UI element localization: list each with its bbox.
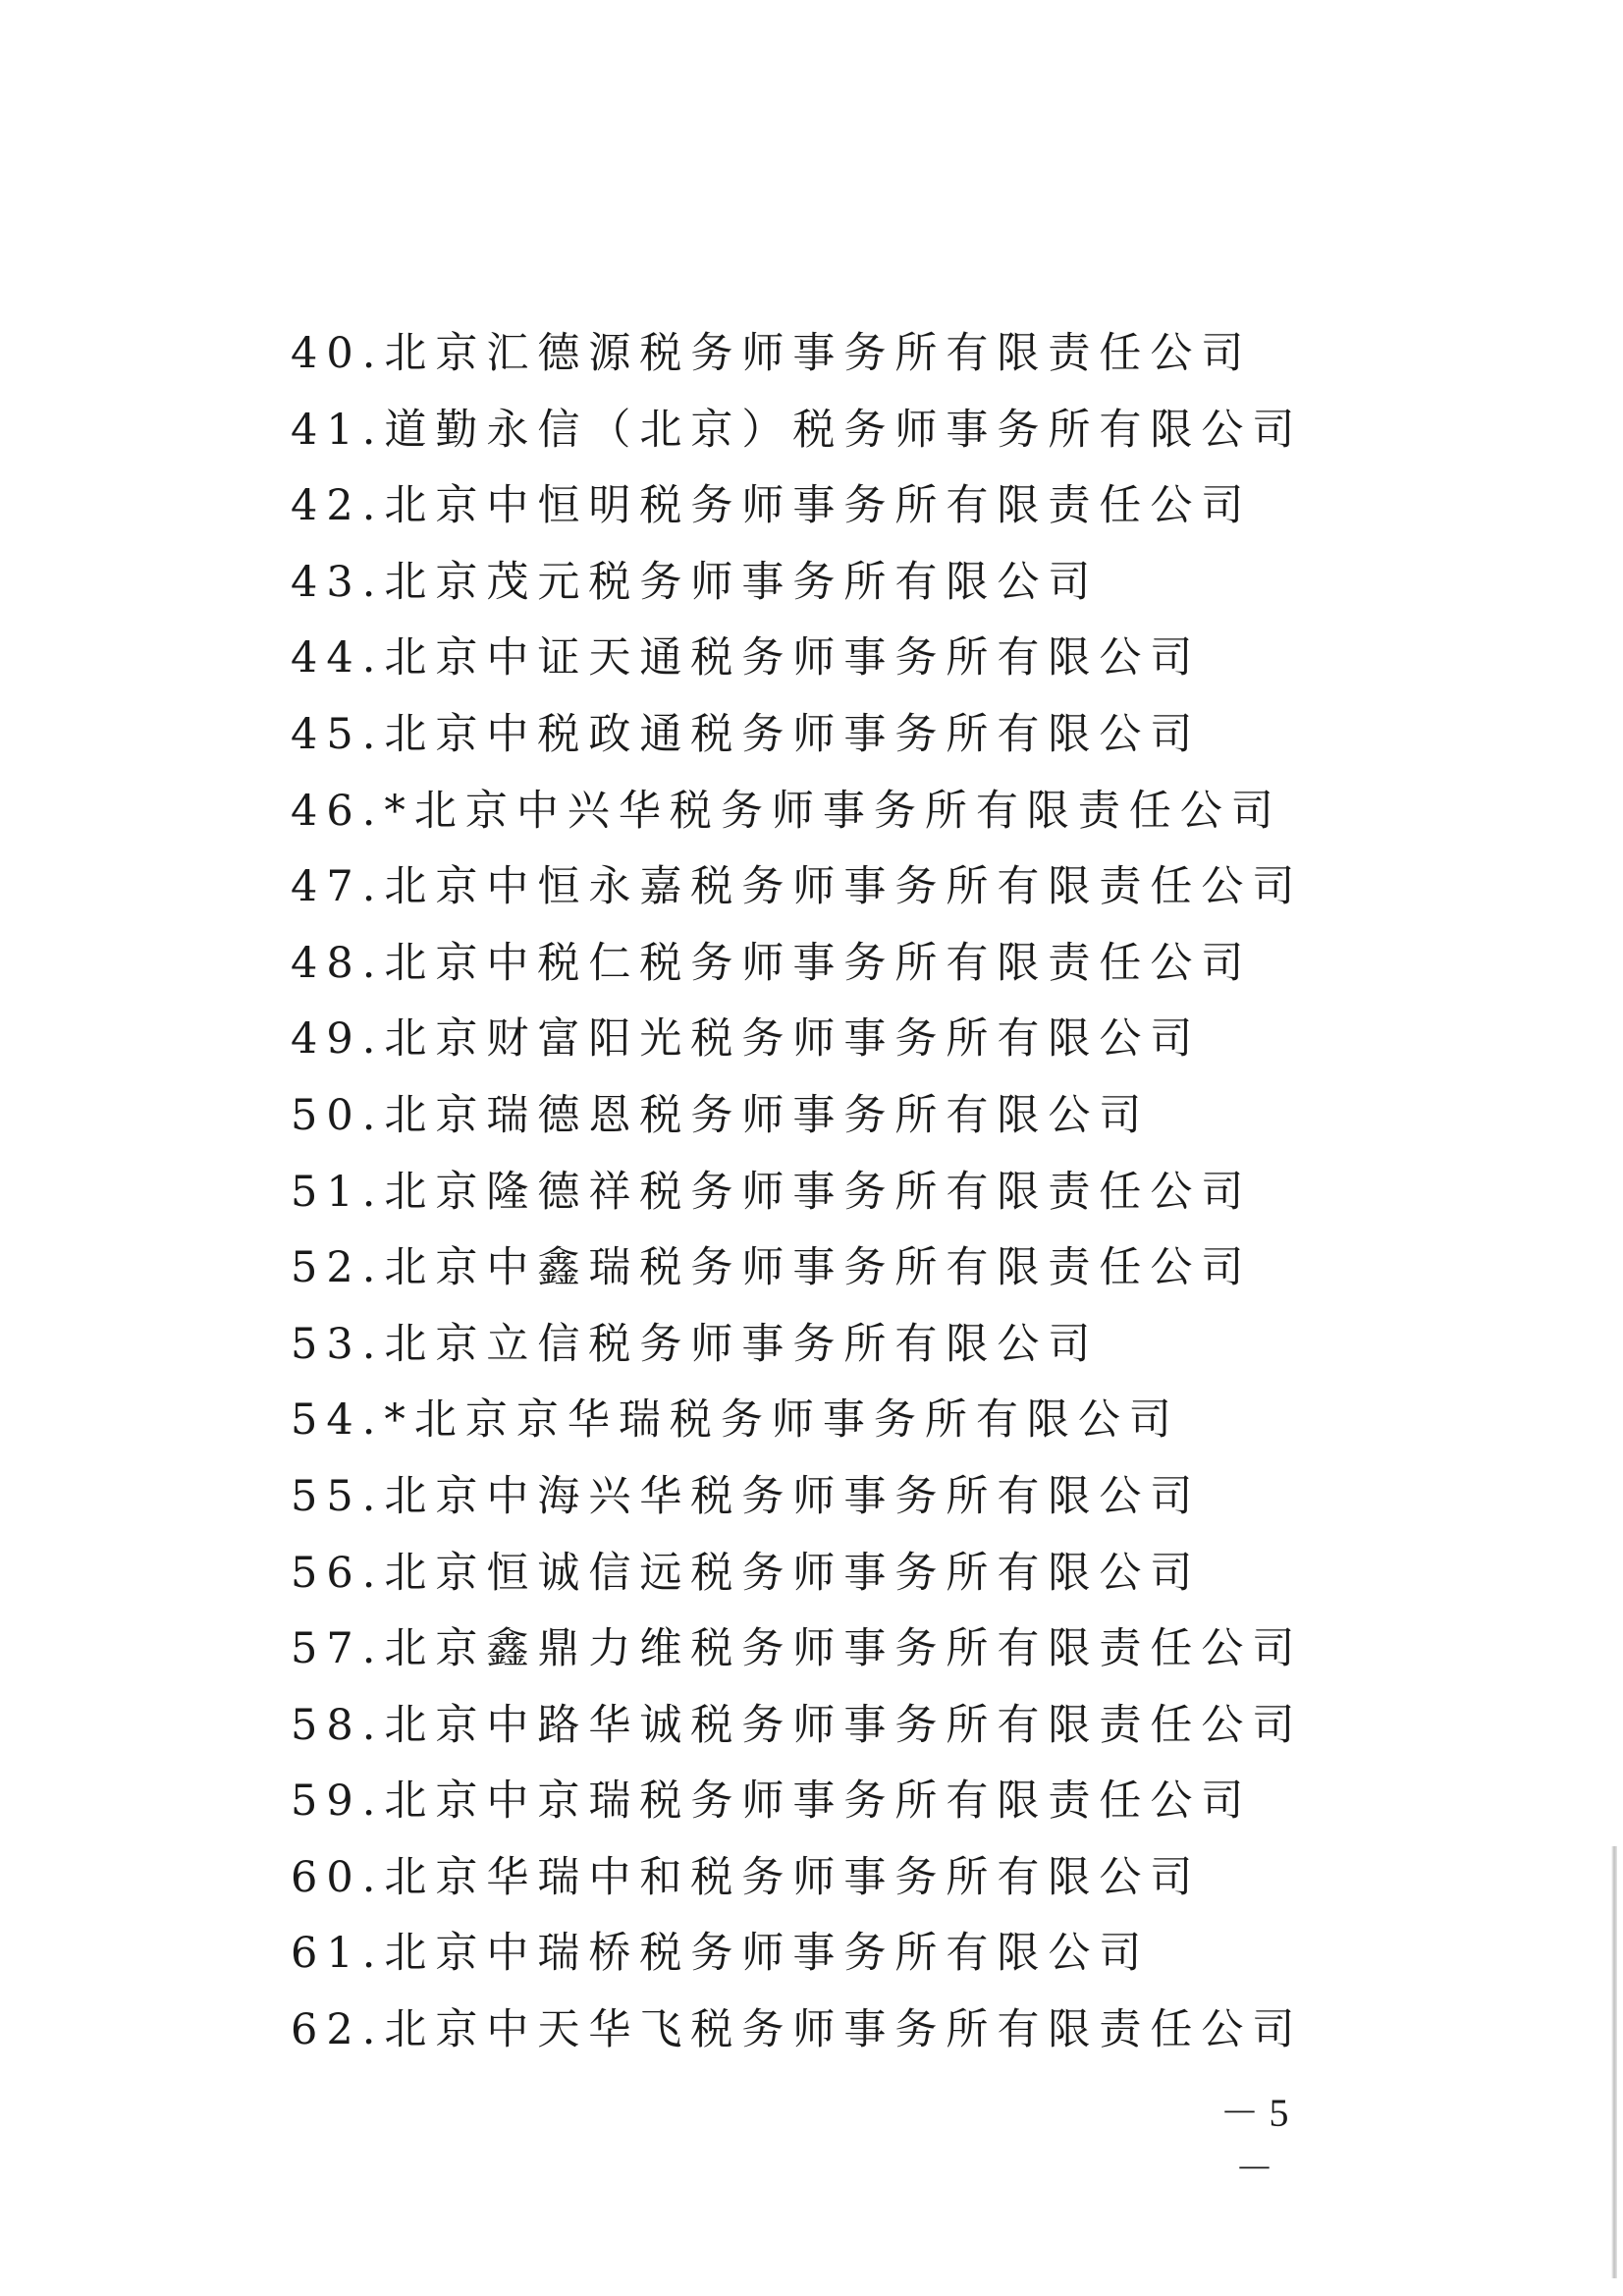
firm-list xyxy=(291,316,1303,2069)
list-item: 51.北京隆德祥税务师事务所有限责任公司 xyxy=(291,1167,1253,1217)
list-item: 55.北京中海兴华税务师事务所有限公司 xyxy=(291,1471,1202,1521)
list-item: 58.北京中路华诚税务师事务所有限责任公司 xyxy=(291,1700,1304,1750)
list-item: 40.北京汇德源税务师事务所有限责任公司 xyxy=(291,329,1253,378)
list-item: 52.北京中鑫瑞税务师事务所有限责任公司 xyxy=(291,1243,1253,1293)
list-item: 53.北京立信税务师事务所有限公司 xyxy=(291,1319,1100,1369)
list-item: 50.北京瑞德恩税务师事务所有限公司 xyxy=(291,1090,1151,1140)
list-item: 48.北京中税仁税务师事务所有限责任公司 xyxy=(291,938,1253,988)
list-item: 45.北京中税政通税务师事务所有限公司 xyxy=(291,709,1202,759)
list-item: 44.北京中证天通税务师事务所有限公司 xyxy=(291,633,1202,683)
list-item: 49.北京财富阳光税务师事务所有限公司 xyxy=(291,1014,1202,1065)
list-item: 54.*北京京华瑞税务师事务所有限公司 xyxy=(291,1395,1180,1446)
list-item: 41.道勤永信（北京）税务师事务所有限公司 xyxy=(291,405,1304,455)
list-item: 59.北京中京瑞税务师事务所有限责任公司 xyxy=(291,1777,1253,1827)
page-number: － 5 － xyxy=(1219,2091,1289,2191)
list-item: 56.北京恒诚信远税务师事务所有限公司 xyxy=(291,1548,1202,1598)
list-item: 46.*北京中兴华税务师事务所有限责任公司 xyxy=(291,786,1282,836)
list-item: 62.北京中天华飞税务师事务所有限责任公司 xyxy=(291,2005,1304,2055)
list-item: 42.北京中恒明税务师事务所有限责任公司 xyxy=(291,481,1253,531)
list-item: 61.北京中瑞桥税务师事务所有限公司 xyxy=(291,1929,1151,1979)
list-item: 47.北京中恒永嘉税务师事务所有限责任公司 xyxy=(291,862,1304,912)
list-item: 57.北京鑫鼎力维税务师事务所有限责任公司 xyxy=(291,1624,1304,1674)
list-item: 43.北京茂元税务师事务所有限公司 xyxy=(291,557,1100,607)
scan-edge-shadow xyxy=(1611,1846,1617,2278)
list-item: 60.北京华瑞中和税务师事务所有限公司 xyxy=(291,1852,1202,1902)
